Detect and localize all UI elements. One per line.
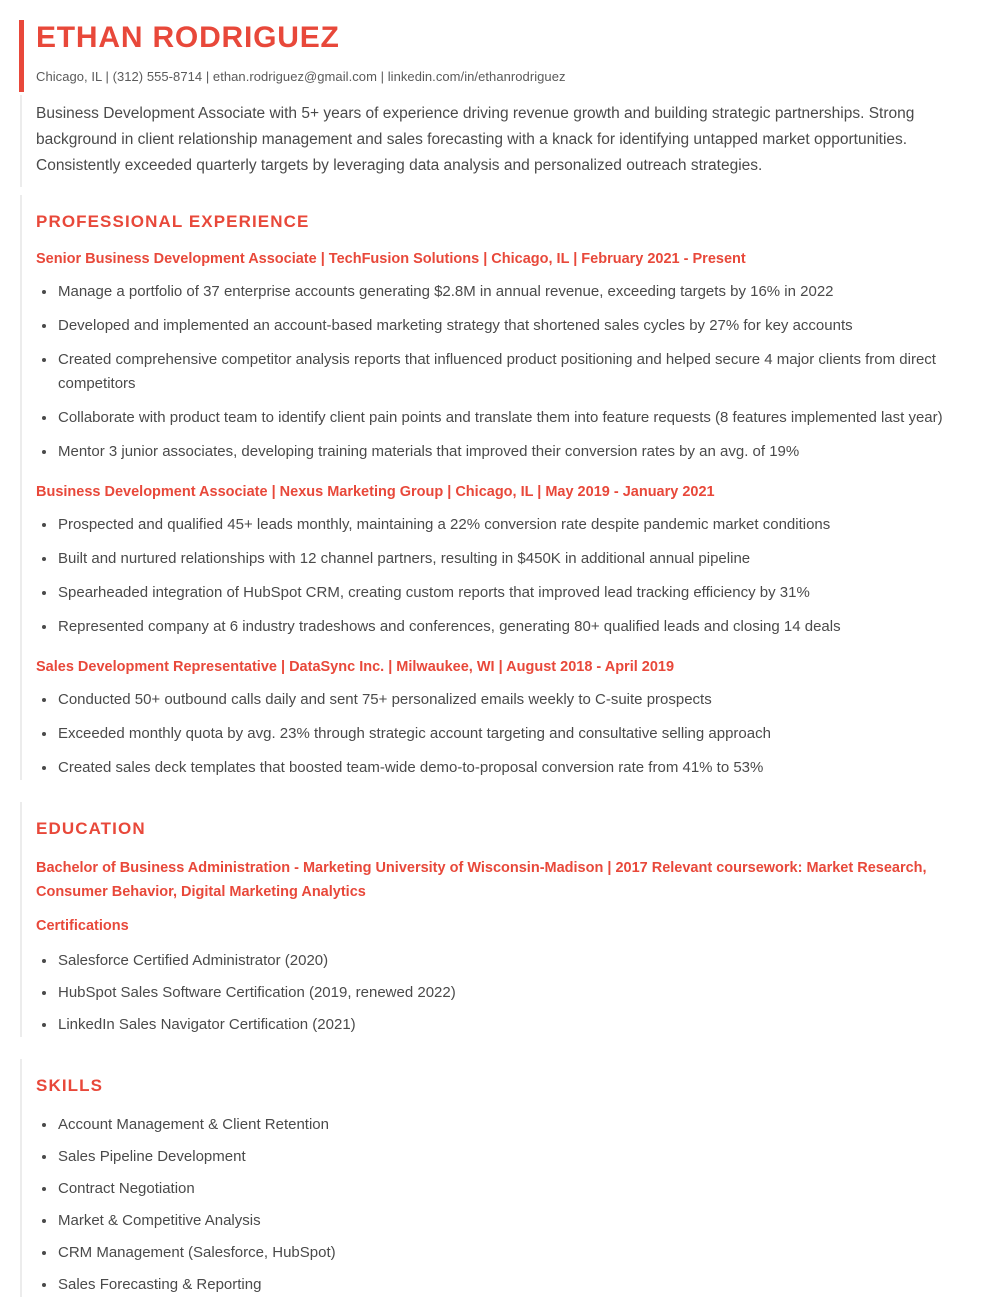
list-item: Built and nurtured relationships with 12 channel partners, resulting in $450K in additional annual pipeline — [36, 547, 975, 571]
section-heading-experience: PROFESSIONAL EXPERIENCE — [36, 212, 310, 231]
certifications-list — [36, 949, 975, 1037]
list-item: LinkedIn Sales Navigator Certification (2021) — [36, 1013, 975, 1037]
section-heading-education: EDUCATION — [36, 819, 146, 838]
list-item: CRM Management (Salesforce, HubSpot) — [36, 1241, 975, 1265]
contact-line: Chicago, IL | (312) 555-8714 | ethan.rodriguez@gmail.com | linkedin.com/in/ethanrodriguez — [36, 69, 566, 84]
list-item: Developed and implemented an account-based marketing strategy that shortened sales cycles by 27% for key accounts — [36, 314, 975, 338]
job-heading: Business Development Associate | Nexus Marketing Group | Chicago, IL | May 2019 - January 2021 — [36, 484, 715, 500]
job-bullet-list — [36, 280, 975, 464]
list-item: Created sales deck templates that boosted team-wide demo-to-proposal conversion rate from 41% to 53% — [36, 756, 975, 780]
list-item: Contract Negotiation — [36, 1177, 975, 1201]
list-item: Spearheaded integration of HubSpot CRM, creating custom reports that improved lead tracking efficiency by 31% — [36, 581, 975, 605]
list-item: Created comprehensive competitor analysis reports that influenced product positioning and helped secure 4 major clients from direct competitors — [36, 348, 975, 396]
job-bullet-list — [36, 688, 975, 780]
skills-section — [0, 1059, 975, 1297]
list-item: Manage a portfolio of 37 enterprise accounts generating $2.8M in annual revenue, exceeding targets by 16% in 2022 — [36, 280, 975, 304]
list-item: Exceeded monthly quota by avg. 23% through strategic account targeting and consultative selling approach — [36, 722, 975, 746]
list-item: Market & Competitive Analysis — [36, 1209, 975, 1233]
section-heading-skills: SKILLS — [36, 1076, 104, 1095]
degree-line: Bachelor of Business Administration - Marketing University of Wisconsin-Madison | 2017 Relevant coursework: Market Research, Consumer Behavior, Digital Marketing Analytics — [36, 860, 927, 900]
certifications-heading: Certifications — [36, 918, 129, 934]
experience-section — [0, 195, 975, 780]
page-title: ETHAN RODRIGUEZ — [36, 21, 340, 54]
list-item: Collaborate with product team to identify client pain points and translate them into feature requests (8 features implemented last year) — [36, 406, 975, 430]
skills-list — [36, 1113, 975, 1297]
list-item: Conducted 50+ outbound calls daily and sent 75+ personalized emails weekly to C-suite prospects — [36, 688, 975, 712]
resume-header — [0, 0, 975, 95]
list-item: Sales Forecasting & Reporting — [36, 1273, 975, 1297]
list-item: Mentor 3 junior associates, developing training materials that improved their conversion rates by an avg. of 19% — [36, 440, 975, 464]
list-item: HubSpot Sales Software Certification (2019, renewed 2022) — [36, 981, 975, 1005]
list-item: Salesforce Certified Administrator (2020) — [36, 949, 975, 973]
job-bullet-list — [36, 513, 975, 639]
list-item: Account Management & Client Retention — [36, 1113, 975, 1137]
summary-section — [0, 95, 975, 187]
list-item: Prospected and qualified 45+ leads monthly, maintaining a 22% conversion rate despite pandemic market conditions — [36, 513, 975, 537]
summary-text: Business Development Associate with 5+ years of experience driving revenue growth and building strategic partnerships. Strong background in client relationship management and sales forecasting with a knack for identifying untapped market opportunities. Consistently exceeded quarterly targets by leveraging data analysis and personalized outreach strategies. — [36, 105, 915, 174]
list-item: Represented company at 6 industry tradeshows and conferences, generating 80+ qualified leads and closing 14 deals — [36, 615, 975, 639]
education-section — [0, 802, 975, 1037]
accent-bar-decoration — [19, 20, 24, 92]
job-heading: Sales Development Representative | DataSync Inc. | Milwaukee, WI | August 2018 - April 2019 — [36, 659, 675, 675]
job-heading: Senior Business Development Associate | TechFusion Solutions | Chicago, IL | February 2021 - Present — [36, 251, 746, 267]
list-item: Sales Pipeline Development — [36, 1145, 975, 1169]
